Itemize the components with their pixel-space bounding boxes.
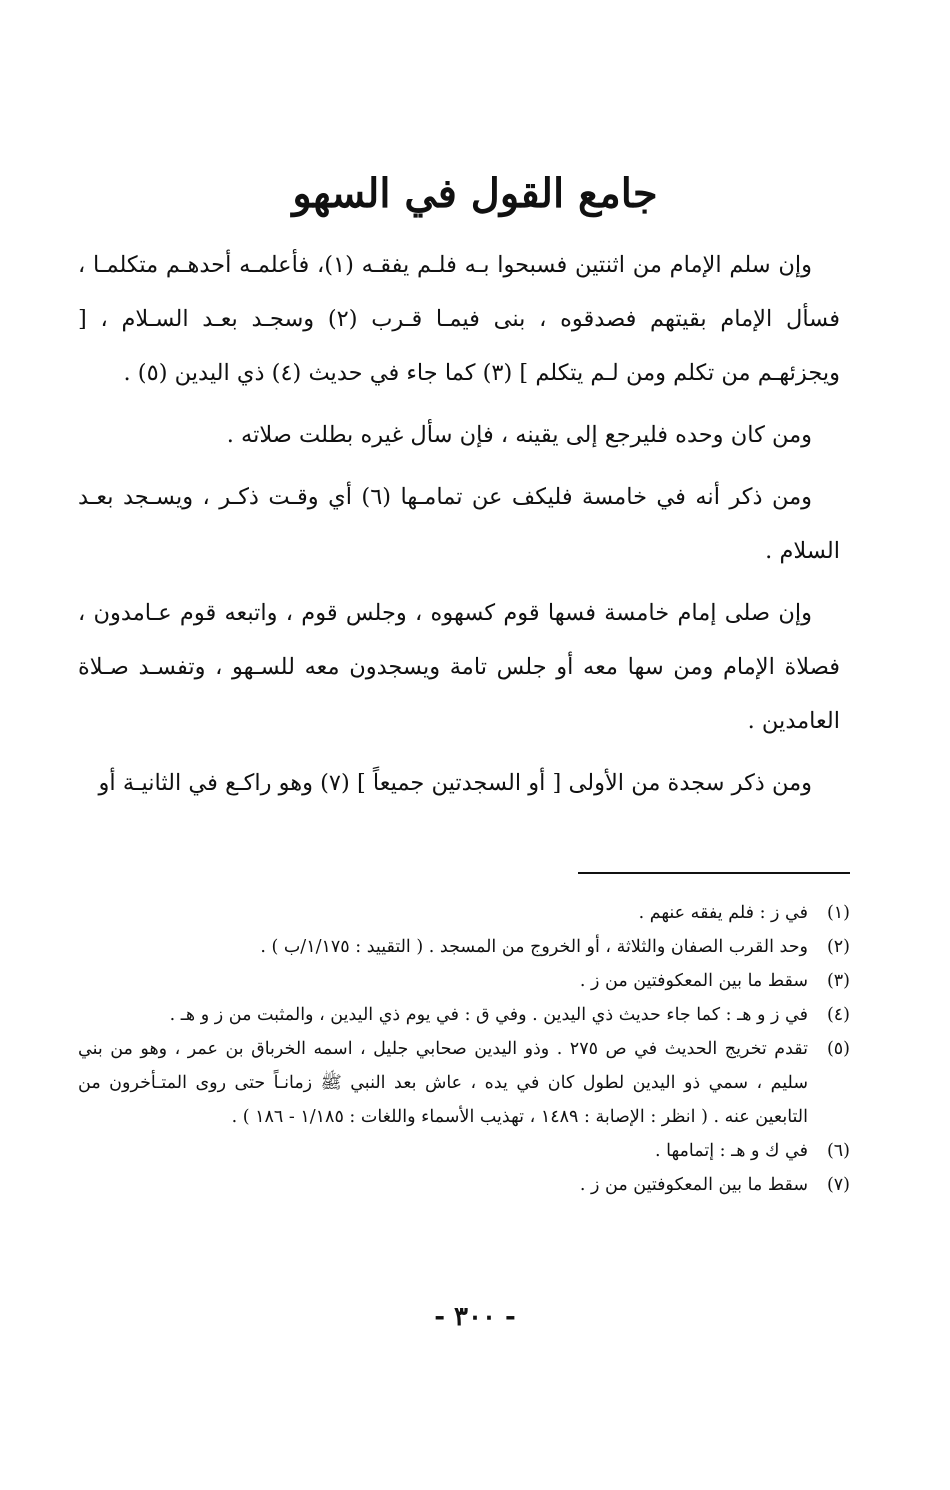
footnote-7 — [78, 1168, 850, 1202]
footnote-text: سقط ما بين المعكوفتين من ز . — [579, 1175, 808, 1195]
paragraph-2: ومن كان وحده فليرجع إلى يقينه ، فإن سأل غيره بطلت صلاته . — [226, 422, 812, 448]
footnote-divider — [578, 872, 850, 874]
footnote-text: في ز : فلم يفقه عنهم . — [638, 903, 808, 923]
footnote-number: (٥) — [826, 1039, 850, 1059]
footnote-number: (٤) — [826, 1005, 850, 1025]
footnote-text: وحد القرب الصفان والثلاثة ، أو الخروج من المسجد . ( التقييد : ١/١٧٥/ب ) . — [260, 937, 808, 957]
chapter-title: جامع القول في السهو — [292, 170, 658, 217]
footnote-text: سقط ما بين المعكوفتين من ز . — [579, 971, 808, 991]
paragraph-3: ومن ذكر أنه في خامسة فليكف عن تمامـها (٦) أي وقـت ذكـر ، ويسـجد بعـد السلام . — [78, 484, 840, 564]
footnotes-list — [78, 896, 850, 1202]
footnote-text: في ز و هـ : كما جاء حديث ذي اليدين . وفي ق : في يوم ذي اليدين ، والمثبت من ز و هـ . — [169, 1005, 808, 1025]
footnote-6 — [78, 1134, 850, 1168]
paragraph-5: ومن ذكر سجدة من الأولى [ أو السجدتين جميعاً ] (٧) وهو راكـع في الثانيـة أو — [98, 770, 812, 796]
footnote-number: (٧) — [826, 1175, 850, 1195]
footnote-number: (٣) — [826, 971, 850, 991]
paragraph-4: وإن صلى إمام خامسة فسها قوم كسهوه ، وجلس قوم ، واتبعه قوم عـامدون ، فصلاة الإمام ومن سها معه أو جلس تامة ويسجدون معه للسـهو ، وتفسـد صـلاة العامدين . — [78, 600, 840, 734]
page-number: - ٣٠٠ - — [434, 1302, 516, 1332]
footnote-2 — [78, 930, 850, 964]
footnote-text: تقدم تخريج الحديث في ص ٢٧٥ . وذو اليدين صحابي جليل ، اسمه الخرباق بن عمر ، وهو من بني سليم ، سمي ذو اليدين لطول كان في يده ، عاش بعد النبي ﷺ زمانـاً حتى روى المتـأخرون من التابعين عنه . ( انظر : الإصابة : ١٤٨٩ ، تهذيب الأسماء واللغات : ١/١٨٥ - ١٨٦ ) . — [78, 1039, 808, 1127]
footnote-number: (٢) — [826, 937, 850, 957]
footnote-3 — [78, 964, 850, 998]
footnote-4 — [78, 998, 850, 1032]
main-text — [78, 238, 840, 818]
footnote-number: (٦) — [826, 1141, 850, 1161]
footnote-1 — [78, 896, 850, 930]
paragraph-1: وإن سلم الإمام من اثنتين فسبحوا بـه فلـم يفقـه (١)، فأعلمـه أحدهـم متكلمـا ، فسأل الإمام بقيتهم فصدقوه ، بنى فيمـا قـرب (٢) وسجـد بعـد السـلام ، [ ويجزئهـم من تكلم ومن لـم يتكلم ] (٣) كما جاء في حديث (٤) ذي اليدين (٥) . — [78, 252, 840, 386]
footnote-5 — [78, 1032, 850, 1134]
footnote-number: (١) — [826, 903, 850, 923]
footnote-text: في ك و هـ : إتمامها . — [655, 1141, 808, 1161]
